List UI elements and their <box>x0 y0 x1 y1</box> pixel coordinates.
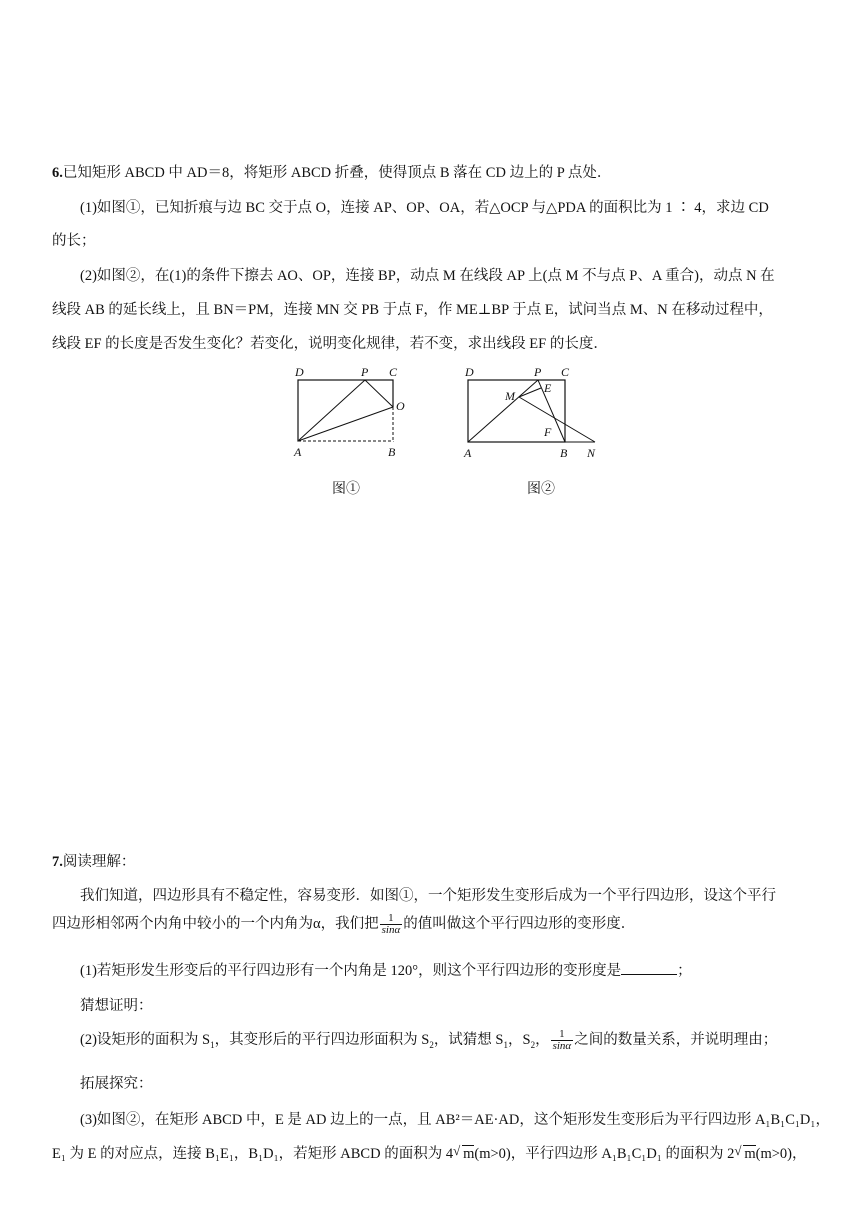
q7-fraction-1-over-sin <box>380 913 403 937</box>
q7-part3-line2-a: E₁ 为 E 的对应点，连接 B₁E₁，B₁D₁，若矩形 ABCD 的面积为 4 <box>52 1146 454 1162</box>
q7-part3-line1: (3)如图②，在矩形 ABCD 中，E 是 AD 边上的一点，且 AB²＝AE·AD，这个矩形发生变形后为平行四边形 A₁B₁C₁D₁， <box>80 1112 830 1128</box>
q7-fraction-1-over-sin-2 <box>551 1029 574 1053</box>
fraction-numerator: 1 <box>380 913 403 926</box>
fig2-line-ap <box>468 380 538 442</box>
fig1-label-p: P <box>361 365 369 379</box>
q7-para1: 我们知道，四边形具有不稳定性，容易变形．如图①，一个矩形发生变形后成为一个平行四边形，设这个平行 <box>80 888 776 904</box>
fig1-label-b: B <box>388 445 396 459</box>
q6-intro: 已知矩形 ABCD 中 AD＝8，将矩形 ABCD 折叠，使得顶点 B 落在 CD 边上的 P 点处． <box>62 165 612 181</box>
fig2-label-m: M <box>505 389 515 403</box>
fig2-label-b: B <box>560 446 568 460</box>
q6-number: 6. <box>52 165 63 181</box>
sqrt-m-1: √ m <box>462 1145 474 1163</box>
fig2-label-d: D <box>465 365 474 379</box>
figure-2-diagram <box>450 360 610 465</box>
q6-part1-line2: 的长； <box>52 233 96 249</box>
fig2-caption: 图② <box>527 482 555 497</box>
q7-part2-a: (2)设矩形的面积为 S <box>80 1032 211 1048</box>
q7-part3-line2 <box>52 1142 807 1163</box>
subscript-1: 1 <box>210 1039 215 1050</box>
figure-1-diagram <box>280 360 420 465</box>
q7-part2-f: 之间的数量关系，并说明理由； <box>574 1032 778 1048</box>
q7-para2-b: 的值叫做这个平行四边形的变形度． <box>403 916 636 932</box>
fig2-label-e: E <box>544 381 552 395</box>
fig1-line-po <box>365 380 393 407</box>
fig2-line-me <box>519 388 541 397</box>
q7-title: 阅读理解： <box>62 854 136 870</box>
q7-guess-heading: 猜想证明： <box>80 998 153 1014</box>
fig2-label-a: A <box>464 446 472 460</box>
fraction-denominator: sinα <box>552 1040 572 1053</box>
q7-para2 <box>52 912 635 937</box>
q7-part1 <box>80 959 692 980</box>
q7-part2-e: ， <box>535 1032 550 1048</box>
q6-part2-line1: (2)如图②，在(1)的条件下擦去 AO、OP，连接 BP，动点 M 在线段 AP 上(点 M 不与点 P、A 重合)，动点 N 在 <box>80 268 775 284</box>
fig2-label-c: C <box>561 365 570 379</box>
q7-part1-b: ； <box>677 963 692 979</box>
answer-blank[interactable] <box>621 962 677 975</box>
q6-part2-line2: 线段 AB 的延长线上，且 BN＝PM，连接 MN 交 PB 于点 F，作 ME⊥BP 于点 E，试问当点 M、N 在移动过程中， <box>52 302 773 318</box>
subscript-2: 2 <box>530 1039 536 1050</box>
q7-part3-line2-c: (m>0)，平行四边形 A₁B₁C₁D₁ 的面积为 2 <box>474 1146 735 1162</box>
fraction-numerator: 1 <box>551 1029 574 1042</box>
fig1-label-o: O <box>396 399 405 413</box>
q7-para2-a: 四边形相邻两个内角中较小的一个内角为α，我们把 <box>52 916 379 932</box>
q7-part2 <box>80 1028 777 1053</box>
fig1-caption: 图① <box>332 482 360 497</box>
q7-part2-d: ，S <box>508 1032 531 1048</box>
q7-explore-heading: 拓展探究： <box>80 1076 153 1092</box>
q6-part2-line3: 线段 EF 的长度是否发生变化？若变化，说明变化规律，若不变，求出线段 EF 的长度． <box>52 336 608 352</box>
q6-intro-line <box>52 161 611 182</box>
fig2-line-mn <box>519 397 595 442</box>
q7-number: 7. <box>52 854 63 870</box>
q7-part2-c: ，试猜想 S <box>433 1032 504 1048</box>
q7-part3-line2-e: (m>0)， <box>755 1146 807 1162</box>
subscript-2: 2 <box>429 1039 434 1050</box>
q7-title-line <box>52 850 135 871</box>
fig2-label-n: N <box>587 446 596 460</box>
fig1-line-ap <box>298 380 365 441</box>
fig2-label-f: F <box>544 425 552 439</box>
fig1-label-d: D <box>295 365 304 379</box>
q7-part2-b: ，其变形后的平行四边形面积为 S <box>214 1032 430 1048</box>
fig1-label-c: C <box>389 365 398 379</box>
fig2-label-p: P <box>534 365 542 379</box>
sqrt-m-2: √ m <box>743 1145 755 1163</box>
q7-part1-a: (1)若矩形发生形变后的平行四边形有一个内角是 120°，则这个平行四边形的变形度是 <box>80 963 622 979</box>
fig1-line-ao <box>298 407 393 441</box>
subscript-1: 1 <box>503 1039 509 1050</box>
fig1-rectangle-top <box>298 380 393 441</box>
q6-part1-line1: (1)如图①，已知折痕与边 BC 交于点 O，连接 AP、OP、OA，若△OCP 与△PDA 的面积比为 1 ∶ 4，求边 CD <box>80 200 769 216</box>
fraction-denominator: sinα <box>381 924 401 937</box>
fig1-label-a: A <box>294 445 302 459</box>
